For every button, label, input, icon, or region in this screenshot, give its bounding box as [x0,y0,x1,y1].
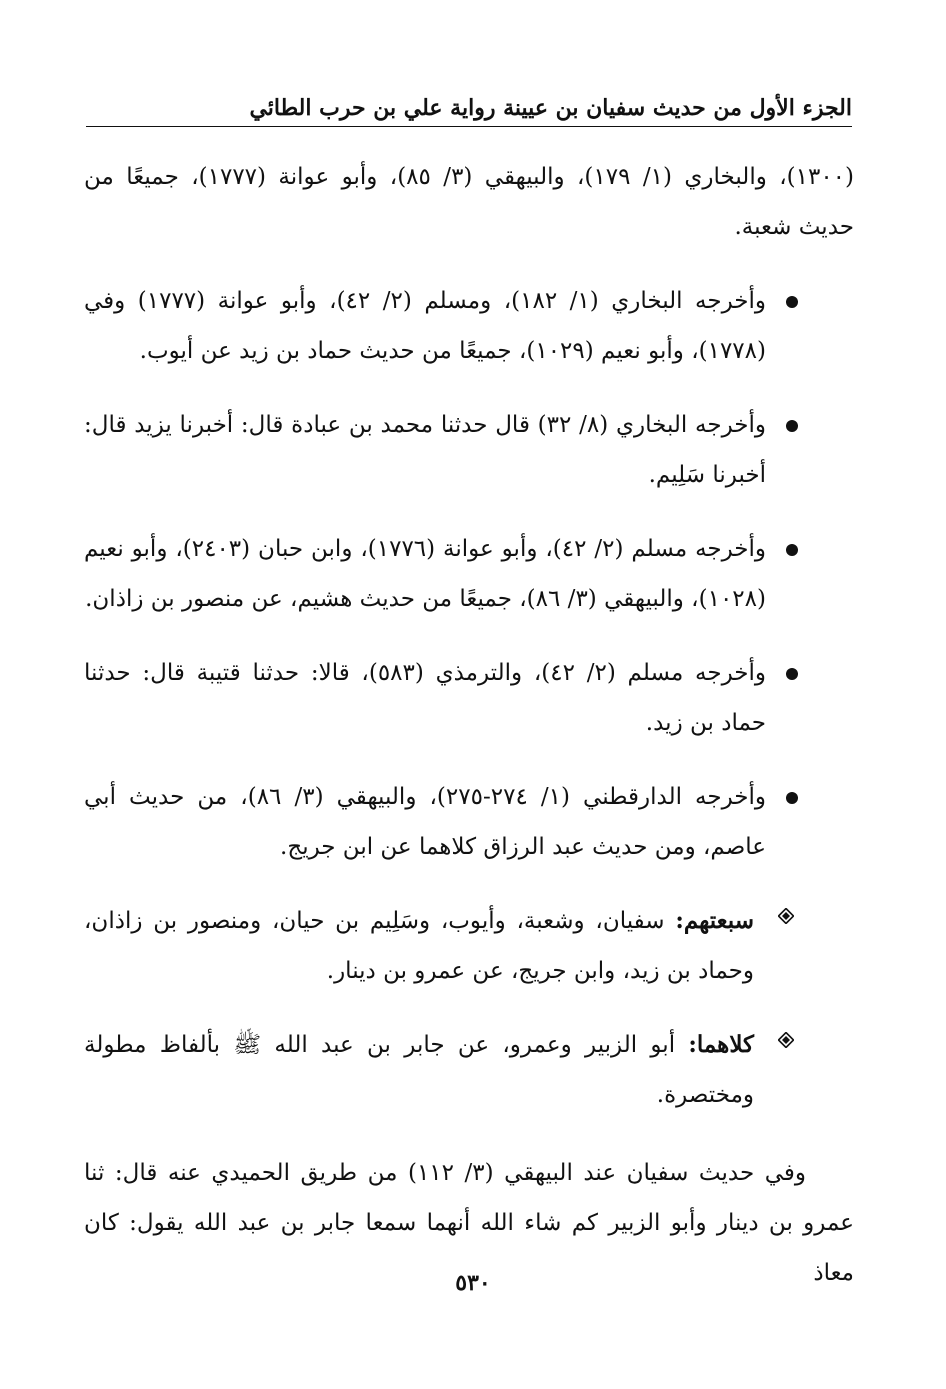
note-item [84,1020,854,1120]
note-item [84,896,854,996]
bullet-icon [786,544,798,556]
body-paragraph: وفي حديث سفيان عند البيهقي (٣/ ١١٢) من طريق الحميدي عنه قال: ثنا عمرو بن دينار وأبو الزبير كم شاء الله أنهما سمعا جابر بن عبد الله يقول: كان معاذ [84,1160,854,1286]
note-text: سفيان، وشعبة، وأيوب، وسَلِيم بن حيان، ومنصور بن زاذان، وحماد بن زيد، وابن جريج، عن عمرو بن دينار. [84,908,754,984]
bullet-item [84,772,854,872]
bullet-icon [786,668,798,680]
bullet-text: وأخرجه الدارقطني (١/ ٢٧٤-٢٧٥)، والبيهقي (٣/ ٨٦)، من حديث أبي عاصم، ومن حديث عبد الرزاق كلاهما عن ابن جريج. [84,784,767,860]
bullet-text: وأخرجه مسلم (٢/ ٤٢)، وأبو عوانة (١٧٧٦)، وابن حبان (٢٤٠٣)، وأبو نعيم (١٠٢٨)، والبيهقي (٣/ ٨٦)، جميعًا من حديث هشيم، عن منصور بن زاذان. [84,536,767,612]
bullet-text: وأخرجه البخاري (٨/ ٣٢) قال حدثنا محمد بن عبادة قال: أخبرنا يزيد قال: أخبرنا سَلِيم. [84,412,767,488]
page-number: ٥٣٠ [455,1270,491,1296]
diamond-icon [778,1032,794,1048]
page-body [84,152,854,1298]
bullet-item [84,524,854,624]
bullet-icon [786,792,798,804]
note-text: أبو الزبير وعمرو، عن جابر بن عبد الله ﷺ بألفاظ مطولة ومختصرة. [84,1032,754,1108]
bullet-text: وأخرجه البخاري (١/ ١٨٢)، ومسلم (٢/ ٤٢)، وأبو عوانة (١٧٧٧) وفي (١٧٧٨)، وأبو نعيم (١٠٢٩)، جميعًا من حديث حماد بن زيد عن أيوب. [84,288,767,364]
bullet-text: وأخرجه مسلم (٢/ ٤٢)، والترمذي (٥٨٣)، قالا: حدثنا قتيبة قال: حدثنا حماد بن زيد. [84,660,766,736]
bullet-icon [786,420,798,432]
bullet-item [84,648,854,748]
note-lead: سبعتهم: [675,907,754,934]
continuation-text: (١٣٠٠)، والبخاري (١/ ١٧٩)، والبيهقي (٣/ ٨٥)، وأبو عوانة (١٧٧٧)، جميعًا من حديث شعبة. [84,164,855,240]
bullet-item [84,276,854,376]
bullet-icon [786,296,798,308]
diamond-icon [778,908,794,924]
note-lead: كلاهما: [688,1031,754,1058]
header-divider [86,126,852,127]
bullet-item [84,400,854,500]
running-header: الجزء الأول من حديث سفيان بن عيينة رواية علي بن حرب الطائي [249,95,852,121]
